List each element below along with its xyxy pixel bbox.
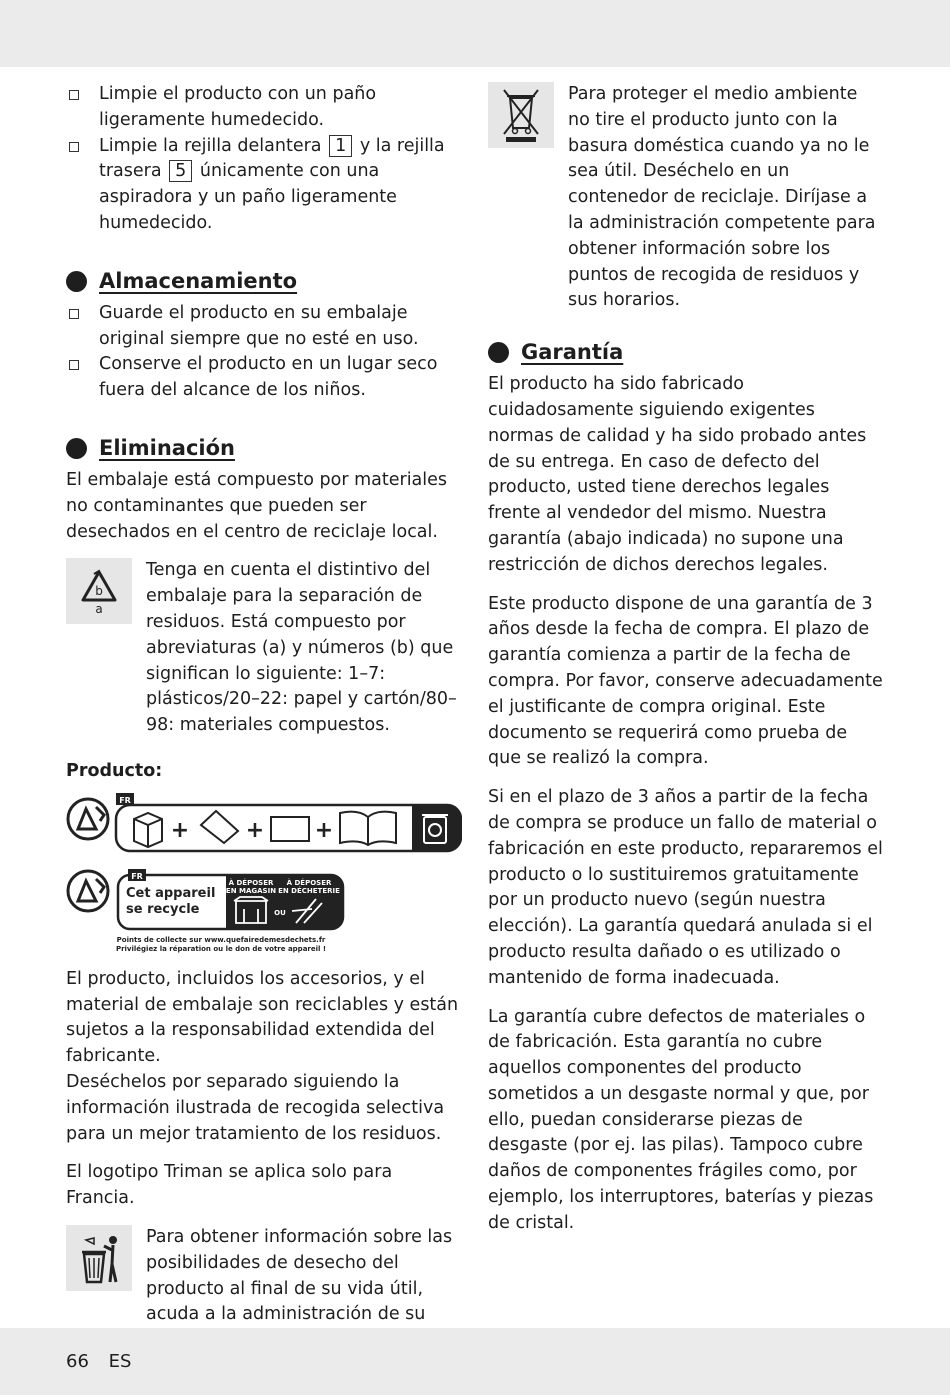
heading-dot-icon xyxy=(66,271,87,292)
person-bin-icon xyxy=(66,1225,132,1291)
left-column xyxy=(66,82,466,1368)
svg-text:À DÉPOSER: À DÉPOSER xyxy=(286,878,332,887)
checkbox-icon xyxy=(69,90,79,100)
svg-text:EN DÉCHETERIE: EN DÉCHETERIE xyxy=(278,886,340,895)
bin-text: Para obtener información sobre las posibilidades de desecho del producto al final de su vida útil, acuda a la administración de su xyxy=(146,1226,453,1325)
svg-text:FR: FR xyxy=(119,795,131,805)
warranty-paragraph-3: Si en el plazo de 3 años a partir de la fecha de compra se produce un fallo de material o fabricación en este producto, repararemos el producto o lo sustituiremos gratuitamente por un producto nuevo (según nuestra elección). La garantía quedará anulada si el producto resulta dañado o es utilizado o mantenido de forma inadecuada. xyxy=(488,787,883,988)
checkbox-icon xyxy=(69,309,79,319)
triman-logo-sorting xyxy=(66,793,462,855)
recycle-code-text: Tenga en cuenta el distintivo del embalaje para la separación de residuos. Está compuesto por abreviaturas (a) y números (b) que significan lo siguiente: 1–7: plásticos/20–22: papel y cartón/80–98: materiales compuestos. xyxy=(146,560,457,736)
storage-bullet-1: Guarde el producto en su embalaje original siempre que no esté en uso. xyxy=(66,301,466,353)
warranty-paragraph-2: Este producto dispone de una garantía de 3 años desde la fecha de compra. El plazo de garantía comienza a partir de la fecha de compra. Por favor, conserve adecuadamente el justificante de compra original. Este documento se requerirá como prueba de que se realizó la compra. xyxy=(488,593,883,769)
cleaning-bullet-1: Limpie el producto con un paño ligeramente humedecido. xyxy=(66,82,466,134)
warranty-paragraph-1: El producto ha sido fabricado cuidadosamente siguiendo exigentes normas de calidad y ha sido probado antes de su entrega. En caso de defecto del producto, usted tiene derechos legales frente al vendedor del mismo. Nuestra garantía (abajo indicada) no supone una restricción de dichos derechos legales. xyxy=(488,374,867,575)
svg-text:À DÉPOSER: À DÉPOSER xyxy=(228,878,274,887)
disposal-intro: El embalaje está compuesto por materiales no contaminantes que pueden ser desechados en el centro de reciclaje local. xyxy=(66,469,448,542)
triman-note: El logotipo Triman se aplica solo para Francia. xyxy=(66,1162,393,1209)
cleaning-bullet-2: Limpie la rejilla delantera 1 y la rejilla trasera 5 únicamente con una aspiradora y un paño ligeramente humedecido. xyxy=(66,134,466,237)
svg-text:a: a xyxy=(95,602,103,617)
heading-dot-icon xyxy=(488,342,509,363)
recycle-code-block xyxy=(66,558,466,739)
svg-text:Cet appareil: Cet appareil xyxy=(126,885,216,901)
heading-dot-icon xyxy=(66,438,87,459)
svg-text:+: + xyxy=(245,817,265,843)
product-label: Producto: xyxy=(66,760,163,781)
triman-person-icon xyxy=(68,799,108,839)
svg-text:+: + xyxy=(170,817,190,843)
part-number-front-grille: 1 xyxy=(329,135,352,157)
checkbox-icon xyxy=(69,142,79,152)
svg-text:se recycle: se recycle xyxy=(126,901,200,917)
recycle-symbol-icon xyxy=(66,558,132,624)
svg-text:FR: FR xyxy=(131,871,143,881)
separate-paragraph: Deséchelos por separado siguiendo la información ilustrada de recogida selectiva para un mejor tratamiento de los residuos. xyxy=(66,1071,445,1144)
svg-text:Privilégiez la réparation ou l: Privilégiez la réparation ou le don de votre appareil ! xyxy=(115,944,327,953)
language-code: ES xyxy=(108,1351,132,1372)
svg-text:EN MAGASIN: EN MAGASIN xyxy=(225,886,277,895)
storage-heading: Almacenamiento xyxy=(66,267,466,295)
storage-bullet-2: Conserve el producto en un lugar seco fuera del alcance de los niños. xyxy=(66,352,466,404)
warranty-paragraph-4: La garantía cubre defectos de materiales o de fabricación. Esta garantía no cubre aquellos componentes del producto sometidos a un desgaste normal y que, por ello, puedan considerarse piezas de desgaste (por ej. las pilas). Tampoco cubre daños de componentes frágiles como, por ejemplo, los interruptores, baterías y piezas de cristal. xyxy=(488,1006,874,1233)
weee-block xyxy=(488,82,883,314)
crossed-bin-icon xyxy=(488,82,554,148)
right-column xyxy=(488,82,883,1250)
triman-logo-electrical xyxy=(66,869,462,953)
checkbox-icon xyxy=(69,360,79,370)
svg-text:+: + xyxy=(314,817,334,843)
recyclable-paragraph: El producto, incluidos los accesorios, y el material de embalaje son reciclables y están sujetos a la responsabilidad extendida del fabricante. xyxy=(66,968,459,1067)
svg-text:Points de collecte sur www.que: Points de collecte sur www.quefairedemesdechets.fr xyxy=(116,935,326,944)
top-band xyxy=(0,0,950,67)
part-number-rear-grille: 5 xyxy=(169,160,192,182)
page-number: 66 xyxy=(66,1351,89,1372)
disposal-heading: Eliminación xyxy=(66,434,466,462)
weee-text: Para proteger el medio ambiente no tire el producto junto con la basura doméstica cuando ya no le sea útil. Deséchelo en un contenedor de reciclaje. Diríjase a la administración competente para obtener información sobre los puntos de recogida de residuos y sus horarios. xyxy=(568,84,876,311)
triman-person-icon xyxy=(68,871,108,911)
svg-text:OU: OU xyxy=(274,908,286,917)
svg-text:b: b xyxy=(95,584,103,599)
warranty-heading: Garantía xyxy=(488,338,883,366)
page-footer xyxy=(66,1350,145,1374)
